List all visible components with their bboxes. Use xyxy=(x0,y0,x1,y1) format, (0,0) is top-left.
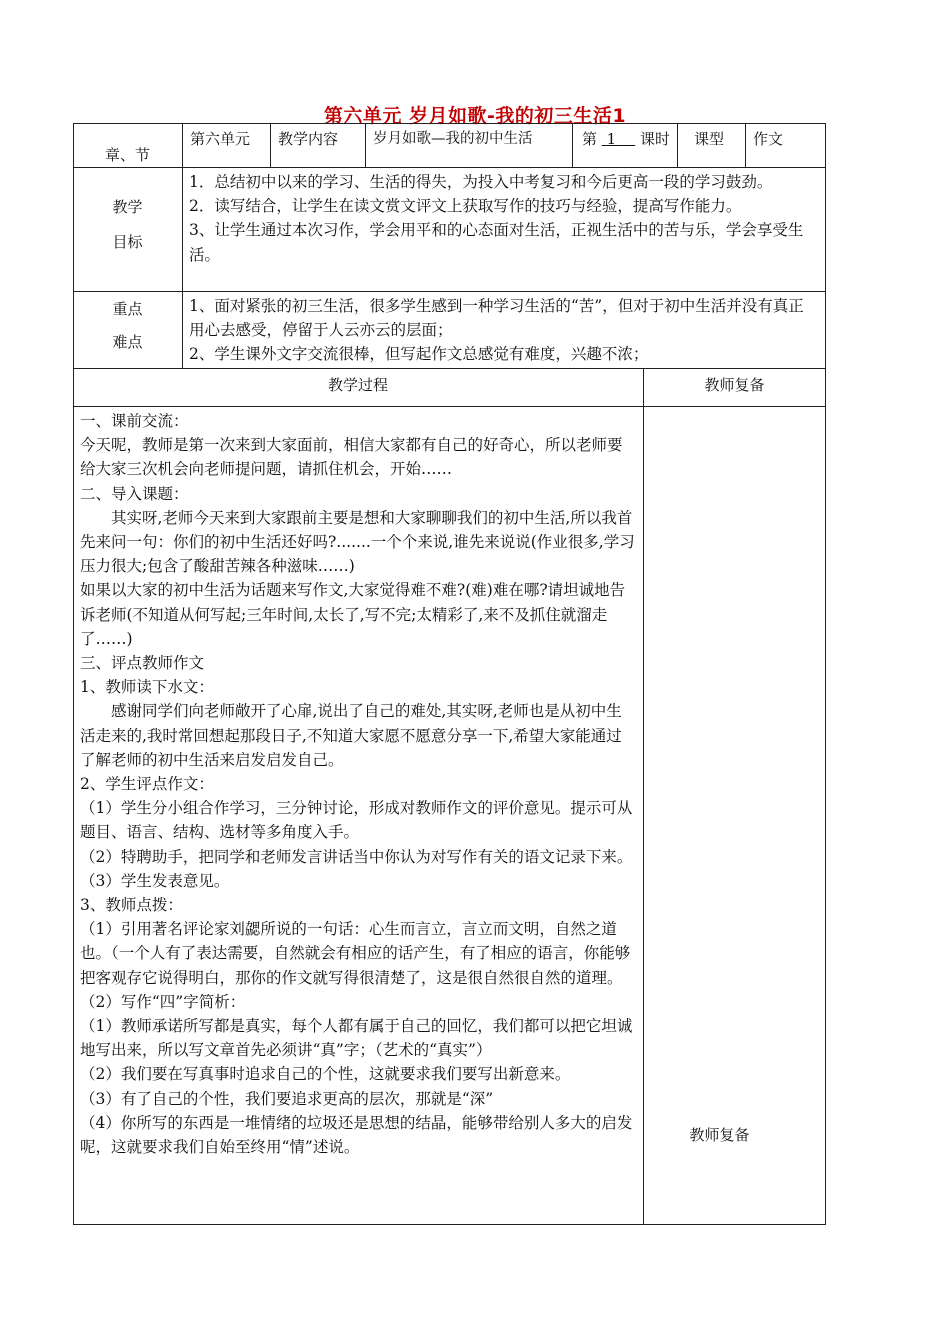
process-paragraph: 感谢同学们向老师敞开了心扉,说出了自己的难处,其实呀,老师也是从初中生活走来的,我时常回想起那段日子,不知道大家愿不愿意分享一下,希望大家能通过了解老师的初中生活来启发启发自己。 xyxy=(80,702,622,769)
goals-text xyxy=(189,170,819,267)
row-divider xyxy=(73,167,826,168)
process-paragraph: （2）写作“四”字简析： xyxy=(80,992,246,1011)
column-divider xyxy=(745,123,746,167)
column-divider xyxy=(182,123,183,369)
column-divider xyxy=(677,123,678,167)
process-paragraph: 其实呀,老师今天来到大家跟前主要是想和大家聊聊我们的初中生活,所以我首先来问一句：你们的初中生活还好吗?.......一个个来说,谁先来说说(作业很多,学习压力很大;包含了酸甜苦辣各种滋味……) xyxy=(80,508,635,576)
process-paragraph: 3、教师点拨： xyxy=(80,896,183,915)
goals-label-1: 教学 xyxy=(112,198,143,216)
keypoint-item: 1、面对紧张的初三生活，很多学生感到一种学习生活的“苦”，但对于初中生活并没有真正用心去感受，停留于人云亦云的层面； xyxy=(189,297,804,340)
side-note: 教师复备 xyxy=(689,1126,750,1144)
process-paragraph: 三、评点教师作文 xyxy=(80,654,205,673)
process-paragraph: 2、学生评点作文： xyxy=(80,775,214,794)
lesson-number: 1 xyxy=(606,130,617,148)
goals-label-2: 目标 xyxy=(112,233,143,251)
process-paragraph: （1）学生分小组合作学习，三分钟讨论，形成对教师作文的评价意见。提示可从题目、语言、结构、选材等多角度入手。 xyxy=(80,799,633,842)
process-paragraph: 1、教师读下水文： xyxy=(80,678,214,697)
type-label: 课型 xyxy=(694,130,725,148)
row-divider xyxy=(73,291,826,292)
process-paragraph: （1）引用著名评论家刘勰所说的一句话：心生而言立，言立而文明，自然之道也。（一个人有了表达需要，自然就会有相应的话产生，有了相应的语言，你能够把客观存它说得明白，那你的作文就写得很清楚了，这是很自然很自然的道理。 xyxy=(80,920,631,987)
column-divider xyxy=(643,368,644,1225)
process-paragraph: （2）特聘助手，把同学和老师发言讲话当中你认为对写作有关的语文记录下来。 xyxy=(80,847,633,866)
column-divider xyxy=(270,123,271,167)
goal-item: 3、让学生通过本次习作，学会用平和的心态面对生活，正视生活中的苦与乐，学会享受生活。 xyxy=(189,221,804,264)
side-header: 教师复备 xyxy=(704,376,765,394)
keypoints-label-2: 难点 xyxy=(112,333,143,351)
process-paragraph: （2）我们要在写真事时追求自己的个性，这就要求我们要写出新意来。 xyxy=(80,1065,571,1084)
content-value: 岁月如歌—我的初中生活 xyxy=(373,131,533,147)
process-header: 教学过程 xyxy=(327,376,388,394)
column-divider xyxy=(365,123,366,167)
lesson-prefix: 第 xyxy=(582,130,598,148)
row-divider xyxy=(73,406,826,407)
goal-item: 2．读写结合，让学生在读文赏文评文上获取写作的技巧与经验，提高写作能力。 xyxy=(189,197,742,216)
process-paragraph: 如果以大家的初中生活为话题来写作文,大家觉得难不难?(难)难在哪?请坦诚地告诉老师(不知道从何写起;三年时间,太长了,写不完;太精彩了,来不及抓住就溜走了……) xyxy=(80,581,626,648)
keypoints-text xyxy=(189,294,819,367)
lesson-count xyxy=(582,127,677,151)
process-paragraph: 一、课前交流： xyxy=(80,412,189,430)
document-title: 第六单元 岁月如歌-我的初三生活1 xyxy=(323,105,627,127)
process-paragraph: （1）教师承诺所写都是真实，每个人都有属于自己的回忆，我们都可以把它坦诚地写出来，所以写文章首先必须讲“真”字；（艺术的“真实”） xyxy=(80,1017,633,1060)
process-body xyxy=(80,409,636,1159)
process-paragraph: （3）有了自己的个性，我们要追求更高的层次，那就是“深” xyxy=(80,1089,494,1108)
keypoint-item: 2、学生课外文字交流很棒，但写起作文总感觉有难度，兴趣不浓； xyxy=(189,345,649,364)
process-paragraph: 今天呢，教师是第一次来到大家面前，相信大家都有自己的好奇心，所以老师要给大家三次机会向老师提问题，请抓住机会，开始…… xyxy=(80,436,623,479)
column-divider xyxy=(572,123,573,167)
goal-item: 1．总结初中以来的学习、生活的得失，为投入中考复习和今后更高一段的学习鼓劲。 xyxy=(189,173,773,191)
process-paragraph: （4）你所写的东西是一堆情绪的垃圾还是思想的结晶，能够带给别人多大的启发呢，这就要求我们自始至终用“情”述说。 xyxy=(80,1113,633,1157)
type-value: 作文 xyxy=(753,130,784,148)
chapter-label: 章、节 xyxy=(104,146,150,164)
lesson-suffix: 课时 xyxy=(639,130,670,148)
process-paragraph: （3）学生发表意见。 xyxy=(80,871,230,890)
content-label: 教学内容 xyxy=(278,130,339,148)
keypoints-label-1: 重点 xyxy=(112,300,143,318)
process-paragraph: 二、导入课题： xyxy=(80,484,189,503)
unit-value: 第六单元 xyxy=(190,130,251,148)
